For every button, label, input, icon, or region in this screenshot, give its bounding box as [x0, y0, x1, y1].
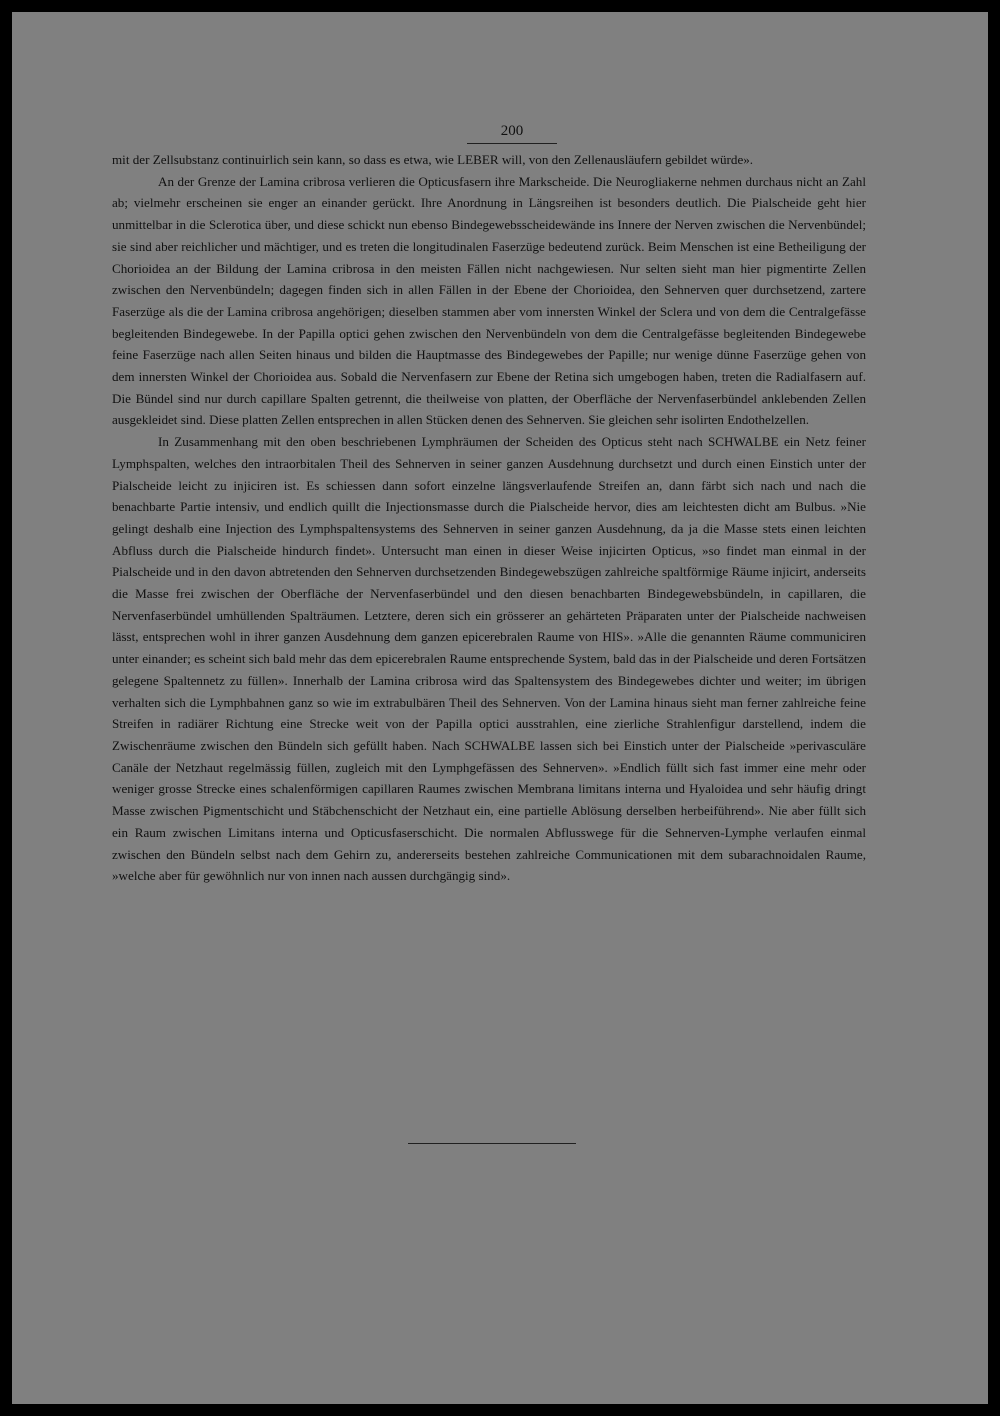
body-text — [112, 149, 866, 887]
footer-rule — [408, 1143, 576, 1144]
page-number: 200 — [500, 123, 524, 139]
header-rule — [467, 143, 557, 144]
document-page — [12, 12, 988, 1404]
paragraph-2: An der Grenze der Lamina cribrosa verlieren die Opticusfasern ihre Markscheide. Die Neurogliakerne nehmen durchaus nicht an Zahl ab; vielmehr erscheinen sie enger an einander gerückt. Ihre Anordnung in Längsreihen ist besonders deutlich. Die Pialscheide geht hier unmittelbar in die Sclerotica über, und diese schickt nun ebenso Bindegewebsscheidewände ins Innere der Nerven zwischen die Nervenbündel; sie sind aber reichlicher und mächtiger, und es treten die longitudinalen Faserzüge bedeutend zurück. Beim Menschen ist eine Betheiligung der Chorioidea an der Bildung der Lamina cribrosa in den meisten Fällen nicht nachgewiesen. Nur selten sieht man hier pigmentirte Zellen zwischen den Nervenbündeln; dagegen finden sich in allen Fällen in der Ebene der Chorioidea, den Sehnerven quer durchsetzend, zartere Faserzüge als die der Lamina cribrosa angehörigen; dieselben stammen aber vom innersten Winkel der Sclera und von dem die Centralgefässe begleitenden Bindegewebe. In der Papilla optici gehen zwischen den Nervenbündeln von dem die Centralgefässe begleitenden Bindegewebe feine Faserzüge nach allen Seiten hinaus und bilden die Hauptmasse des Bindegewebes der Papille; nur wenige dünne Faserzüge gehen von dem innersten Winkel der Chorioidea aus. Sobald die Nervenfasern zur Ebene der Retina sich umgebogen haben, treten die Radialfasern auf. Die Bündel sind nur durch capillare Spalten getrennt, die theilweise von platten, der Oberfläche der Nervenfaserbündel anklebenden Zellen ausgekleidet sind. Diese platten Zellen entsprechen in allen Stücken denen des Sehnerven. Sie gleichen sehr isolirten Endothelzellen. — [112, 173, 866, 428]
paragraph-3: In Zusammenhang mit den oben beschriebenen Lymphräumen der Scheiden des Opticus steht nach SCHWALBE ein Netz feiner Lymphspalten, welches den intraorbitalen Theil des Sehnerven in seiner ganzen Ausdehnung durchsetzt und durch einen Einstich unter der Pialscheide leicht zu injiciren ist. Es schiessen dann sofort einzelne längsverlaufende Streifen an, dann färbt sich nach und nach die benachbarte Partie intensiv, und endlich quillt die Injectionsmasse durch die Pialscheide hervor, dies am leichtesten dicht am Bulbus. »Nie gelingt deshalb eine Injection des Lymphspaltensystems des Sehnerven in seiner ganzen Ausdehnung, da ja die Masse stets einen leichten Abfluss durch die Pialscheide hindurch findet». Untersucht man einen in dieser Weise injicirten Opticus, »so findet man einmal in der Pialscheide und in den davon abtretenden den Sehnerven durchsetzenden Bindegewebszügen zahlreiche spaltförmige Räume injicirt, anderseits die Masse frei zwischen der Oberfläche der Nervenfaserbündel und den diesen benachbarten Bindegewebsbündeln, in capillaren, die Nervenfaserbündel umhüllenden Spalträumen. Letztere, deren sich ein grösserer an gehärteten Präparaten unter der Pialscheide nachweisen lässt, entsprechen wohl in ihrer ganzen Ausdehnung dem ganzen epicerebralen Raume von HIS». »Alle die genannten Räume communiciren unter einander; es scheint sich bald mehr das dem epicerebralen Raume entsprechende System, bald das in der Pialscheide und deren Fortsätzen gelegene Spaltennetz zu füllen». Innerhalb der Lamina cribrosa wird das Spaltensystem des Bindegewebes dichter und weiter; im übrigen verhalten sich die Lymphbahnen ganz so wie im extrabulbären Theil des Sehnerven. Von der Lamina hinaus sieht man ferner zahlreiche feine Streifen in radiärer Richtung eine Strecke weit von der Papilla optici ausstrahlen, eine zierliche Strahlenfigur darstellend, indem die Zwischenräume zwischen den Bündeln sich gefüllt haben. Nach SCHWALBE lassen sich bei Einstich unter der Pialscheide »perivasculäre Canäle der Netzhaut regelmässig füllen, zugleich mit den Lymphgefässen des Sehnerven». »Endlich füllt sich fast immer eine mehr oder weniger grosse Strecke eines schalenförmigen capillaren Raumes zwischen Membrana limitans interna und Hyaloidea und sehr häufig dringt Masse zwischen Pigmentschicht und Stäbchenschicht der Netzhaut ein, eine partielle Ablösung derselben herbeiführend». Nie aber füllt sich ein Raum zwischen Limitans interna und Opticusfaserschicht. Die normalen Abflusswege für die Sehnerven-Lymphe verlaufen einmal zwischen den Bündeln selbst nach dem Gehirn zu, andererseits bestehen zahlreiche Communicationen mit dem subarachnoidalen Raume, »welche aber für gewöhnlich nur von innen nach aussen durchgängig sind». — [112, 434, 866, 884]
paragraph-1: mit der Zellsubstanz continuirlich sein kann, so dass es etwa, wie LEBER will, von den Zellenausläufern gebildet würde». — [112, 152, 754, 167]
